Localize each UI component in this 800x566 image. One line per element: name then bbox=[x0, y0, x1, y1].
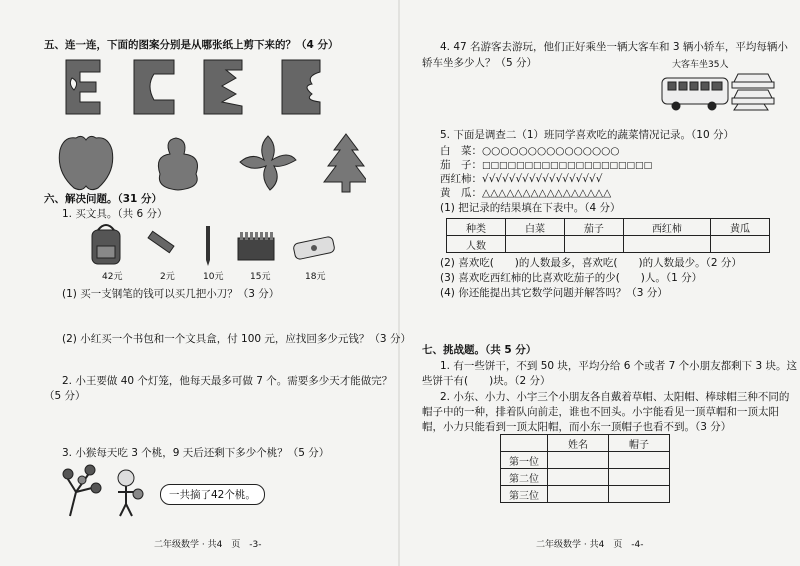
price-pencil-case: 18元 bbox=[305, 272, 326, 282]
table-row bbox=[447, 236, 770, 253]
q5-4: (4) 你还能提出其它数学问题并解答吗？（3 分） bbox=[440, 287, 668, 299]
footer-left: 二年级数学 · 共4 页 -3- bbox=[154, 540, 262, 550]
letter-e-shapes bbox=[62, 56, 342, 118]
table-row bbox=[501, 486, 670, 503]
q6-2-line2: （5 分） bbox=[44, 390, 86, 402]
right-page bbox=[400, 0, 800, 566]
table-header-cell: 种类 bbox=[447, 219, 506, 236]
e-shape-wavy bbox=[282, 60, 320, 114]
knife-icon bbox=[148, 231, 174, 252]
record-row-tomato: 西红柿：√√√√√√√√√√√√√√√√√√ bbox=[440, 173, 603, 185]
hat-header-cell: 帽子 bbox=[609, 435, 670, 452]
record-row-eggplant: 茄 子：□□□□□□□□□□□□□□□□□□□□ bbox=[440, 159, 653, 171]
vegetable-tally-table bbox=[446, 218, 770, 253]
monkey-head bbox=[118, 470, 134, 486]
monkey-peach-tree-picture bbox=[62, 462, 152, 518]
bus-label: 大客车坐35人 bbox=[672, 60, 729, 70]
stationery-items bbox=[88, 222, 346, 268]
price-crayons: 15元 bbox=[250, 272, 271, 282]
q6-1-b: (2) 小红买一个书包和一个文具盒，付 100 元，应找回多少元钱？（3 分） bbox=[62, 333, 411, 345]
cutout-patterns bbox=[56, 132, 366, 194]
vehicles-picture bbox=[660, 70, 780, 114]
table-header-cell: 白菜 bbox=[505, 219, 564, 236]
hat-row-label: 第一位 bbox=[501, 452, 548, 469]
q6-1-title: 1. 买文具。（共 6 分） bbox=[62, 208, 168, 220]
q6-3: 3. 小猴每天吃 3 个桃，9 天后还剩下多少个桃？（5 分） bbox=[62, 447, 330, 459]
q5-3: (3) 喜欢吃西红柿的比喜欢吃茄子的少( )人。（1 分） bbox=[440, 272, 703, 284]
q6-1-a: (1) 买一支钢笔的钱可以买几把小刀？（3 分） bbox=[62, 288, 280, 300]
table-row bbox=[501, 452, 670, 469]
table-row bbox=[501, 469, 670, 486]
table-cell-empty bbox=[623, 236, 710, 253]
car-icon-2 bbox=[732, 90, 774, 104]
table-header-cell: 黄瓜 bbox=[710, 219, 769, 236]
gourd-cutout bbox=[158, 138, 197, 190]
table-header-cell: 西红柿 bbox=[623, 219, 710, 236]
q7-2-line3: 帽，小力只能看到一顶太阳帽，而小东一顶帽子也看不到。（3 分） bbox=[422, 421, 732, 433]
record-row-cabbage: 白 菜：○○○○○○○○○○○○○○○ bbox=[440, 145, 620, 157]
q5-2: (2) 喜欢吃( )的人数最多，喜欢吃( )的人数最少。（2 分） bbox=[440, 257, 742, 269]
price-backpack: 42元 bbox=[102, 272, 123, 282]
tree-cutout bbox=[324, 134, 366, 192]
hat-row-label: 第二位 bbox=[501, 469, 548, 486]
q6-2-line1: 2. 小王要做 40 个灯笼，他每天最多可做 7 个。需要多少天才能做完？ bbox=[62, 375, 393, 387]
q7-2-line1: 2. 小东、小力、小宇三个小朋友各自戴着草帽、太阳帽、棒球帽三种不同的 bbox=[440, 391, 790, 403]
apple-cutout bbox=[59, 136, 112, 189]
peach-basket bbox=[133, 489, 143, 499]
table-header-row bbox=[447, 219, 770, 236]
pencil-case-icon bbox=[293, 236, 335, 260]
table-cell-empty bbox=[564, 236, 623, 253]
q7-1-line2: 些饼干有( )块。（2 分） bbox=[422, 375, 551, 387]
e-shape-zigzag bbox=[204, 60, 242, 114]
car-icon-1 bbox=[732, 74, 774, 88]
q6-title: 六、解决问题。（31 分） bbox=[44, 193, 163, 205]
q7-2-line2: 帽子中的一种，排着队向前走，谁也不回头。小宇能看见一顶草帽和一顶太阳 bbox=[422, 406, 779, 418]
hat-header-cell: 姓名 bbox=[548, 435, 609, 452]
hat-table bbox=[500, 434, 670, 503]
monkey-speech-bubble: 一共摘了42个桃。 bbox=[160, 484, 265, 505]
pen-icon bbox=[206, 226, 210, 266]
e-shape-curved bbox=[134, 60, 174, 114]
hat-table-header-row bbox=[501, 435, 670, 452]
q7-1-line1: 1. 有一些饼干，不到 50 块，平均分给 6 个或者 7 个小朋友都剩下 3 块。这 bbox=[440, 360, 797, 372]
price-knife: 2元 bbox=[160, 272, 175, 282]
q4-line1: 4. 47 名游客去游玩，他们正好乘坐一辆大客车和 3 辆小轿车，平均每辆小 bbox=[440, 41, 788, 53]
q5-1: (1) 把记录的结果填在下表中。（4 分） bbox=[440, 202, 621, 214]
hat-header-cell bbox=[501, 435, 548, 452]
q5-right-title: 5. 下面是调查二（1）班同学喜欢吃的蔬菜情况记录。（10 分） bbox=[440, 129, 734, 141]
backpack-icon bbox=[92, 225, 120, 264]
hat-row-label: 第三位 bbox=[501, 486, 548, 503]
table-row-label: 人数 bbox=[447, 236, 506, 253]
q7-title: 七、挑战题。（共 5 分） bbox=[422, 344, 537, 356]
price-pen: 10元 bbox=[203, 272, 224, 282]
table-header-cell: 茄子 bbox=[564, 219, 623, 236]
q5-title: 五、连一连，下面的图案分别是从哪张纸上剪下来的？（4 分） bbox=[44, 39, 339, 51]
q4-line2: 轿车坐多少人？（5 分） bbox=[422, 57, 538, 69]
table-cell-empty bbox=[710, 236, 769, 253]
car-icon-3 bbox=[734, 104, 768, 110]
monkey-body bbox=[118, 486, 134, 516]
record-row-cucumber: 黄 瓜：△△△△△△△△△△△△△△△△ bbox=[440, 187, 612, 199]
table-cell-empty bbox=[505, 236, 564, 253]
footer-right: 二年级数学 · 共4 页 -4- bbox=[536, 540, 644, 550]
leaf-cutout bbox=[240, 136, 296, 190]
crayon-box-icon bbox=[238, 232, 274, 260]
